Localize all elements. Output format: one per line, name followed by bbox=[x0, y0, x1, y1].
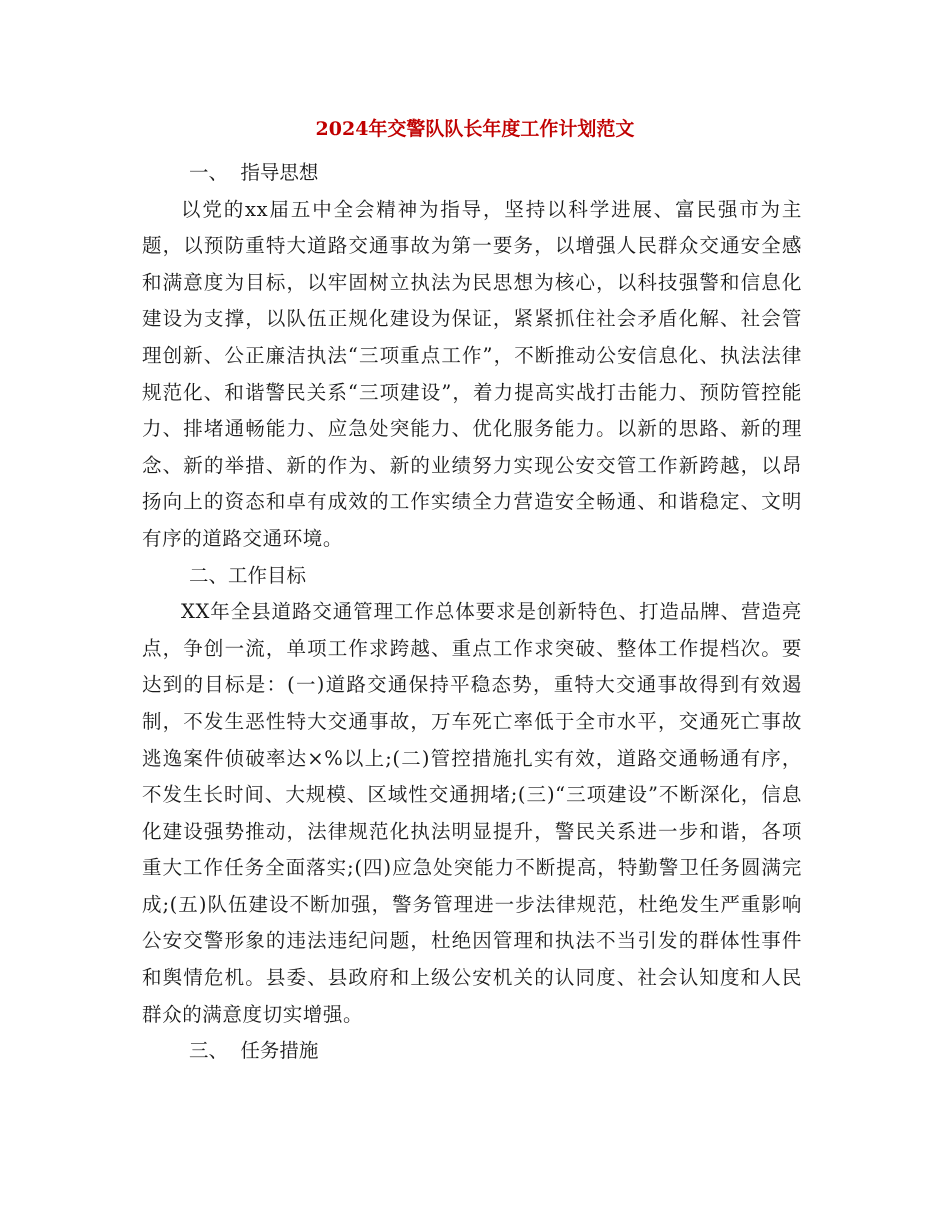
section-paragraph-work-goals: XX年全县道路交通管理工作总体要求是创新特色、打造品牌、营造亮点，争创一流，单项工作求跨越、重点工作求突破、整体工作提档次。要达到的目标是：(一)道路交通保持平稳态势，重特大交通事故得到有效遏制，不发生恶性特大交通事故，万车死亡率低于全市水平，交通死亡事故逃逸案件侦破率达×%以上;(二)管控措施扎实有效，道路交通畅通有序，不发生长时间、大规模、区域性交通拥堵;(三)“三项建设”不断深化，信息化建设强势推动，法律规范化执法明显提升，警民关系进一步和谐，各项重大工作任务全面落实;(四)应急处突能力不断提高，特勤警卫任务圆满完成;(五)队伍建设不断加强，警务管理进一步法律规范，杜绝发生严重影响公安交警形象的违法违纪问题，杜绝因管理和执法不当引发的群体性事件和舆情危机。县委、县政府和上级公安机关的认同度、社会认知度和人民群众的满意度切实增强。 bbox=[142, 600, 802, 1026]
section-heading-work-goals: 二、工作目标 bbox=[189, 563, 307, 587]
section-paragraph-guiding-ideology: 以党的xx届五中全会精神为指导，坚持以科学进展、富民强市为主题，以预防重特大道路交通事故为第一要务，以增强人民群众交通安全感和满意度为目标，以牢固树立执法为民思想为核心，以科技强警和信息化建设为支撑，以队伍正规化建设为保证，紧紧抓住社会矛盾化解、社会管理创新、公正廉洁执法“三项重点工作”，不断推动公安信息化、执法法律规范化、和谐警民关系“三项建设”，着力提高实战打击能力、预防管控能力、排堵通畅能力、应急处突能力、优化服务能力。以新的思路、新的理念、新的举措、新的作为、新的业绩努力实现公安交管工作新跨越，以昂扬向上的资态和卓有成效的工作实绩全力营造安全畅通、和谐稳定、文明有序的道路交通环境。 bbox=[142, 197, 802, 550]
section-heading-task-measures: 三、 任务措施 bbox=[189, 1039, 319, 1063]
section-heading-guiding-ideology: 一、 指导思想 bbox=[189, 161, 319, 184]
document-title: 2024年交警队队长年度工作计划范文 bbox=[315, 118, 635, 140]
document-body bbox=[142, 155, 802, 1070]
